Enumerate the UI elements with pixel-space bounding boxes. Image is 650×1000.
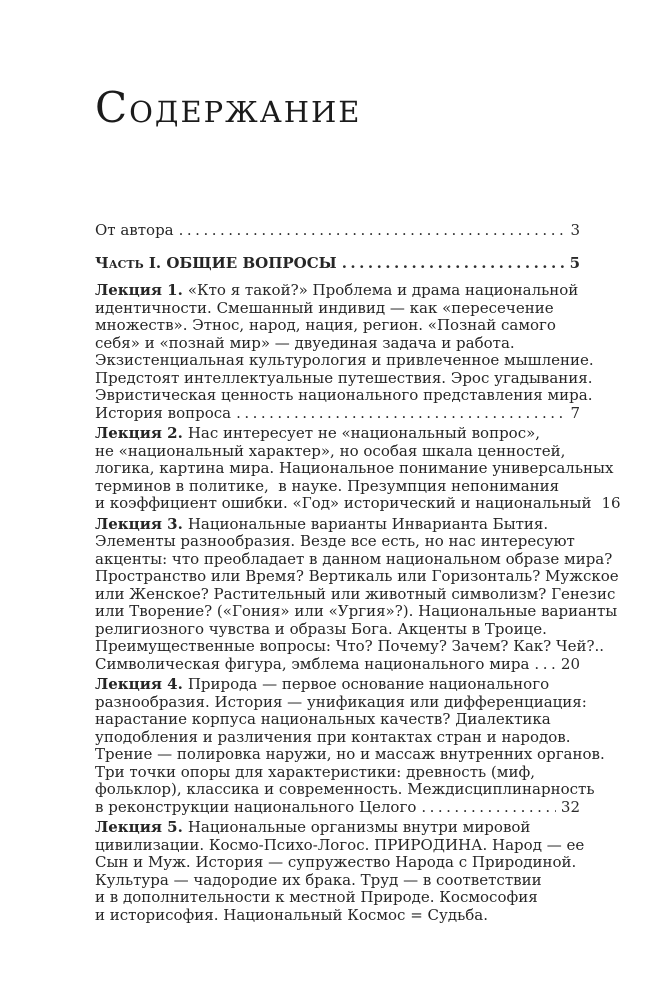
toc-line [95, 516, 580, 534]
toc-entry-lecture-3 [95, 514, 619, 674]
toc-line: или Женское? Растительный или животный символизм? Генезис [95, 584, 616, 603]
toc-entry-lecture-2 [95, 424, 621, 513]
toc-line: Элементы разнообразия. Везде все есть, но нас интересуют [95, 532, 575, 551]
toc-line: Трение — полировка наружи, но и массаж внутренних органов. [95, 745, 605, 764]
dot-leader [342, 255, 565, 273]
toc-entry-part-1 [95, 255, 580, 273]
lecture-label: Лекция 4. [95, 675, 183, 694]
lecture-label: Лекция 5. [95, 818, 183, 837]
entry-title: От автора [95, 221, 174, 240]
toc-line: уподобления и различения при контактах стран и народов. [95, 727, 571, 746]
toc-line: Культура — чадородие их брака. Труд — в соответствии [95, 870, 542, 889]
lecture-text-line: и коэффициент ошибки. «Год» исторический и национальный [95, 494, 592, 513]
toc-line: и историсофия. Национальный Космос = Судьба. [95, 905, 488, 924]
toc-entry-from-author [95, 222, 580, 240]
lecture-label: Лекция 3. [95, 514, 183, 533]
dot-leader [179, 222, 566, 240]
toc-line: Преимущественные вопросы: Что? Почему? Зачем? Как? Чей?.. [95, 637, 605, 656]
toc-line: Сын и Муж. История — супружество Народа с Природиной. [95, 853, 577, 872]
toc-line: или Творение? («Гония» или «Ургия»?). Национальные варианты [95, 602, 618, 621]
lecture-text-line: Национальные организмы внутри мировой [187, 818, 531, 837]
toc-line [95, 656, 580, 674]
page-number: 32 [560, 797, 580, 816]
toc-line: Эвристическая ценность национального представления мира. [95, 386, 593, 405]
toc-line: идентичности. Смешанный индивид — как «пересечение [95, 298, 554, 317]
toc-line [95, 819, 580, 837]
toc-line [95, 282, 580, 300]
toc-line: Пространство или Время? Вертикаль или Горизонталь? Мужское [95, 567, 619, 586]
lecture-label: Лекция 2. [95, 424, 183, 443]
toc-entry-lecture-4 [95, 675, 605, 816]
lecture-label: Лекция 1. [95, 281, 183, 300]
toc-line: Предстоят интеллектуальные путешествия. Эрос угадывания. [95, 368, 593, 387]
toc-line: фольклор), классика и современность. Междисциплинарность [95, 780, 595, 799]
toc-line: нарастание корпуса национальных качеств? Диалектика [95, 710, 551, 729]
page-number: 7 [570, 403, 580, 422]
toc-line: акценты: что преобладает в данном национальном образе мира? [95, 549, 613, 568]
toc-line: разнообразия. История — унификация или дифференциация: [95, 692, 587, 711]
dot-leader [236, 405, 565, 423]
toc-entry-lecture-1 [95, 281, 594, 422]
toc-line: терминов в политике, в науке. Презумпция непонимания [95, 476, 560, 495]
page-number: 5 [569, 253, 580, 272]
toc-line: логика, картина мира. Национальное понимание универсальных [95, 459, 614, 478]
part-title: Часть I. ОБЩИЕ ВОПРОСЫ [95, 253, 337, 272]
lecture-text-line: Национальные варианты Инварианта Бытия. [187, 514, 549, 533]
toc-line: себя» и «познай мир» — двуединая задача и работа. [95, 333, 515, 352]
lecture-text-line: Символическая фигура, эмблема национального мира [95, 654, 530, 673]
lecture-text-line: в реконструкции национального Целого [95, 797, 417, 816]
lecture-text-line: История вопроса [95, 403, 232, 422]
toc-line: Три точки опоры для характеристики: древность (миф, [95, 762, 535, 781]
toc-line: множеств». Этнос, народ, нация, регион. «Познай самого [95, 316, 556, 335]
toc-line [95, 799, 580, 817]
page-number: 16 [601, 494, 621, 513]
lecture-text-line: «Кто я такой?» Проблема и драма национальной [187, 281, 579, 300]
toc-line [95, 405, 580, 423]
toc-line [95, 255, 580, 273]
page-number: 3 [570, 221, 580, 240]
page-number: 20 [560, 654, 580, 673]
toc-line: не «национальный характер», но особая шкала ценностей, [95, 441, 566, 460]
toc-line: и в дополнительности к местной Природе. Космософия [95, 888, 538, 907]
dot-leader [534, 656, 555, 674]
table-of-contents [95, 221, 621, 924]
toc-line [95, 222, 580, 240]
toc-line [95, 425, 580, 443]
toc-line: религиозного чувства и образы Бога. Акценты в Троице. [95, 619, 547, 638]
toc-entry-lecture-5 [95, 818, 585, 924]
toc-line: цивилизации. Космо-Психо-Логос. ПРИРОДИНА. Народ — ее [95, 835, 585, 854]
toc-line [95, 494, 621, 513]
toc-line: Экзистенциальная культурология и привлеченное мышление. [95, 351, 594, 370]
dot-leader [421, 799, 556, 817]
toc-line [95, 676, 580, 694]
page-title: СОДЕРЖАНИЕ [95, 83, 362, 132]
lecture-text-line: Нас интересует не «национальный вопрос», [187, 424, 541, 443]
lecture-text-line: Природа — первое основание национального [187, 675, 550, 694]
